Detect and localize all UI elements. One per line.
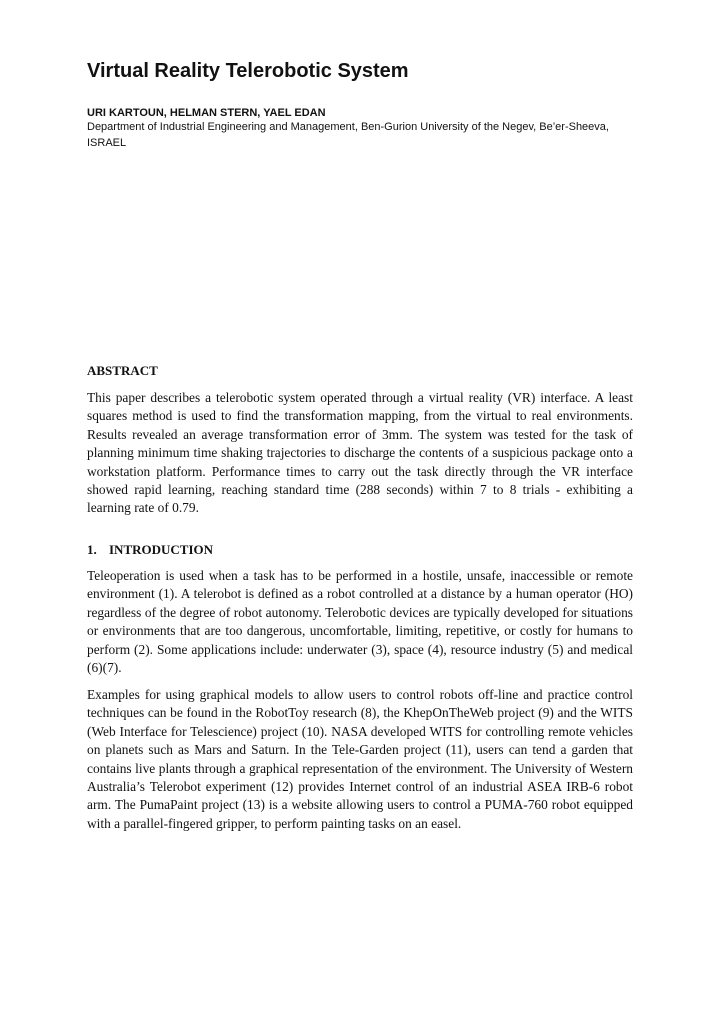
intro-paragraph-2: Examples for using graphical models to allow users to control robots off-line and practice control techniques can be found in the RobotToy research (8), the KhepOnTheWeb project (9) and the WITS (Web Interface for Telescience) project (10). NASA developed WITS for controlling remote vehicles on planets such as Mars and Saturn. In the Tele-Garden project (11), users can tend a garden that contains live plants through a graphical representation of the environment. The University of Western Australia’s Telerobot experiment (12) provides Internet control of an industrial ASEA IRB-6 robot arm. The PumaPaint project (13) is a website allowing users to control a PUMA-760 robot equipped with a parallel-fingered gripper, to perform painting tasks on an easel. xyxy=(87,687,633,831)
section-title: INTRODUCTION xyxy=(109,542,214,557)
abstract-heading: ABSTRACT xyxy=(87,363,158,378)
section-number: 1. xyxy=(87,542,97,557)
paper-title: Virtual Reality Telerobotic System xyxy=(87,60,409,82)
section-heading-introduction xyxy=(87,542,213,558)
abstract-text: This paper describes a telerobotic system operated through a virtual reality (VR) interface. A least squares method is used to find the transformation mapping, from the virtual to real environments. Results revealed an average transformation error of 3mm. The system was tested for the task of planning minimum time shaking trajectories to discharge the contents of a suspicious package onto a workstation platform. Performance times to carry out the task directly through the VR interface showed rapid learning, reaching standard time (288 seconds) within 7 to 8 trials - exhibiting a learning rate of 0.79. xyxy=(87,390,633,516)
author-list: URI KARTOUN, HELMAN STERN, YAEL EDAN xyxy=(87,107,326,119)
intro-paragraph-1: Teleoperation is used when a task has to be performed in a hostile, unsafe, inaccessible or remote environment (1). A telerobot is defined as a robot controlled at a distance by a human operator (HO) regardless of the degree of robot autonomy. Telerobotic devices are typically developed for situations or environments that are too dangerous, uncomfortable, limiting, repetitive, or costly for humans to perform (2). Some applications include: underwater (3), space (4), resource industry (5) and medical (6)(7). xyxy=(87,568,633,676)
author-affiliation: Department of Industrial Engineering and Management, Ben-Gurion University of the Negev, Be’er-Sheeva, ISRAEL xyxy=(87,121,609,149)
